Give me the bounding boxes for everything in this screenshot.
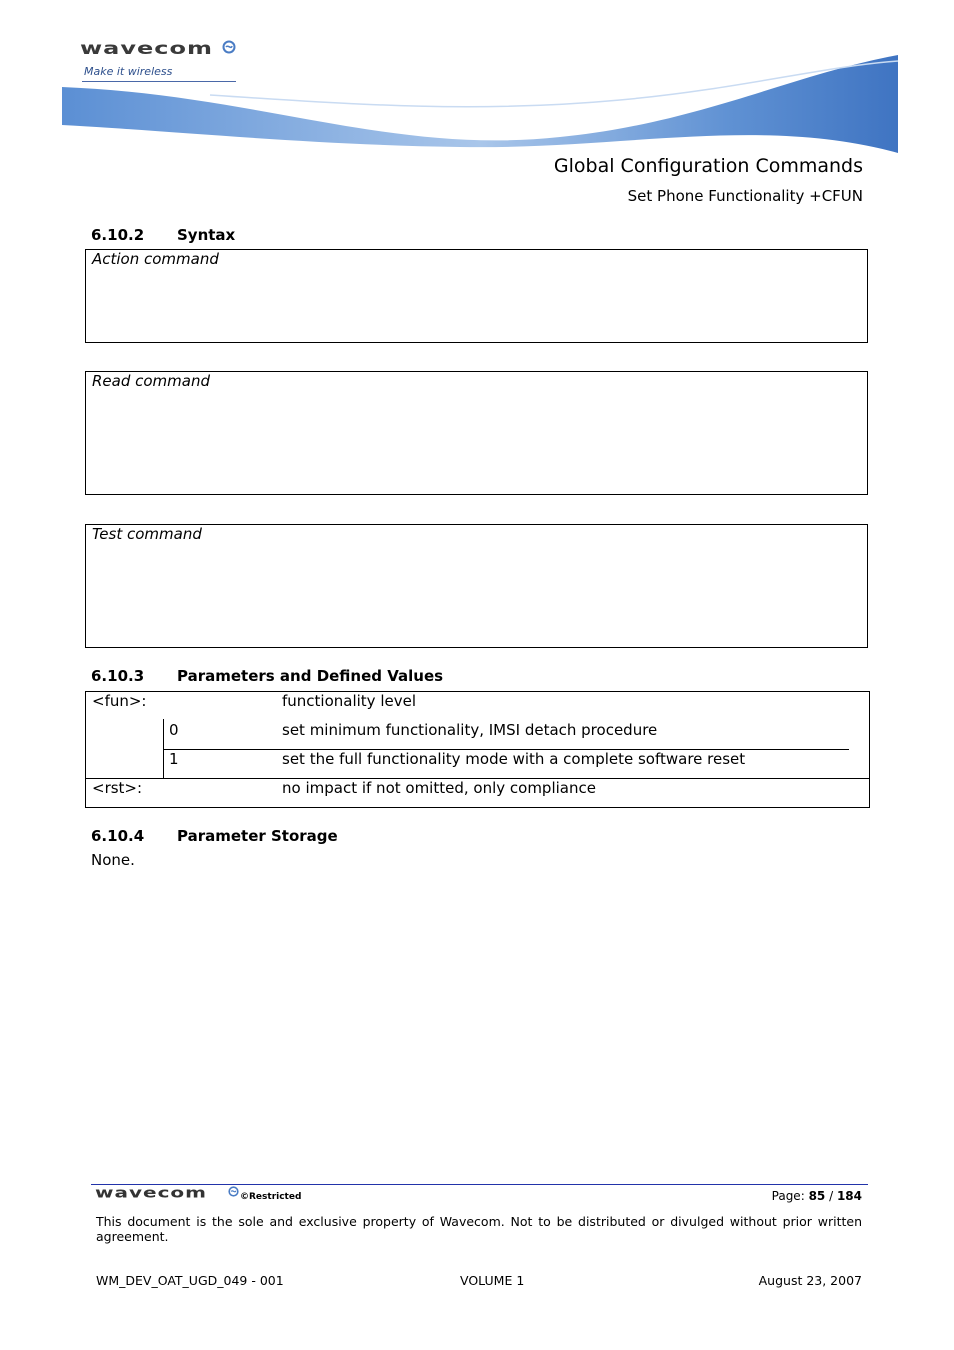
param-fun-description: functionality level: [282, 692, 416, 710]
page-separator: /: [825, 1189, 837, 1203]
param-rst-description: no impact if not omitted, only compliance: [282, 779, 596, 797]
fun-value-1-description: set the full functionality mode with a complete software reset: [282, 750, 746, 768]
section-number: 6.10.2: [91, 226, 145, 244]
footer-rule: [91, 1184, 868, 1185]
page-current: 85: [808, 1189, 826, 1203]
footer-volume: VOLUME 1: [460, 1273, 525, 1288]
section-title: Parameter Storage: [177, 827, 338, 845]
logo-tagline: Make it wireless: [84, 65, 173, 78]
fun-value-1: 1: [169, 750, 179, 768]
section-number: 6.10.3: [91, 667, 145, 685]
footer-logo: wavecom: [95, 1184, 208, 1202]
test-command-box: [85, 524, 868, 648]
fun-value-0: 0: [169, 721, 179, 739]
storage-text: None.: [91, 851, 135, 869]
logo-swirl-icon: [228, 1186, 239, 1197]
action-command-box: [85, 249, 868, 343]
param-fun-name: <fun>:: [92, 692, 147, 710]
section-title: Parameters and Defined Values: [177, 667, 444, 685]
parameters-table: [85, 691, 870, 808]
section-number: 6.10.4: [91, 827, 145, 845]
logo-swirl-icon: [222, 40, 236, 54]
header-title: Global Configuration Commands: [553, 155, 863, 177]
footer-page-number: [772, 1189, 862, 1203]
action-command-label: Action command: [92, 250, 219, 268]
header-subtitle: Set Phone Functionality +CFUN: [627, 187, 863, 205]
section-heading-syntax: [91, 226, 235, 244]
read-command-box: [85, 371, 868, 495]
company-logo: wavecom: [80, 38, 214, 59]
header-swoosh-graphic: [60, 55, 900, 155]
page-label: Page:: [771, 1189, 805, 1203]
fun-value-0-description: set minimum functionality, IMSI detach procedure: [282, 721, 658, 739]
page-total: 184: [836, 1189, 862, 1203]
footer-date: August 23, 2007: [758, 1273, 862, 1288]
section-heading-parameters: [91, 667, 443, 685]
footer-document-id: WM_DEV_OAT_UGD_049 - 001: [96, 1273, 284, 1288]
read-command-label: Read command: [92, 372, 211, 390]
footer-restricted-label: ©Restricted: [240, 1192, 302, 1202]
footer-confidentiality-notice: This document is the sole and exclusive property of Wavecom. Not to be distributed or divulged without prior written agreement.: [96, 1214, 862, 1244]
section-title: Syntax: [177, 226, 236, 244]
logo-underline: [82, 81, 236, 82]
section-heading-storage: [91, 827, 338, 845]
test-command-label: Test command: [92, 525, 202, 543]
param-rst-name: <rst>:: [92, 779, 143, 797]
